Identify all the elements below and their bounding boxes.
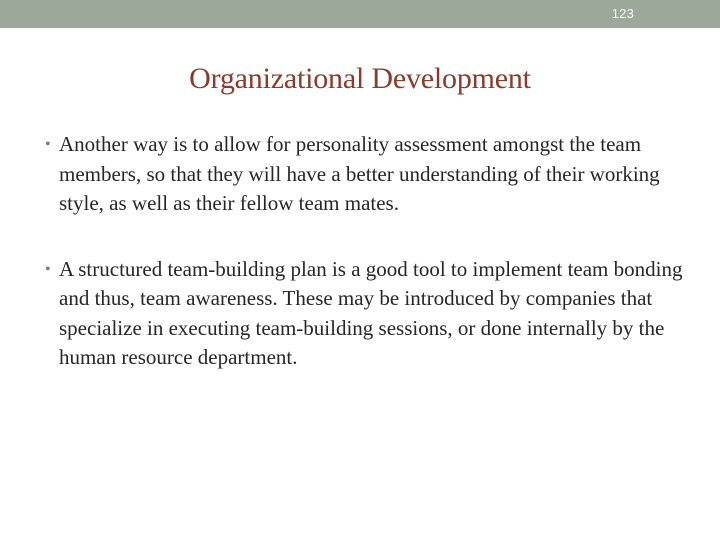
bullet-icon: • bbox=[45, 260, 51, 278]
bullet-text: Another way is to allow for personality assessment amongst the team members, so that they will have a better understanding of their working style, as well as their fellow team mates. bbox=[59, 132, 660, 215]
bullet-item bbox=[45, 255, 700, 373]
bullet-icon: • bbox=[45, 136, 51, 153]
slide-title: Organizational Development bbox=[189, 62, 531, 95]
bullet-list bbox=[45, 130, 700, 373]
header-bar bbox=[0, 0, 720, 28]
bullet-item bbox=[45, 130, 700, 219]
slide-number: 123 bbox=[611, 6, 634, 21]
bullet-text: A structured team-building plan is a good tool to implement team bonding and thus, team awareness. These may be introduced by companies that specialize in executing team-building sessions, or done internally by the human resource department. bbox=[59, 256, 683, 369]
